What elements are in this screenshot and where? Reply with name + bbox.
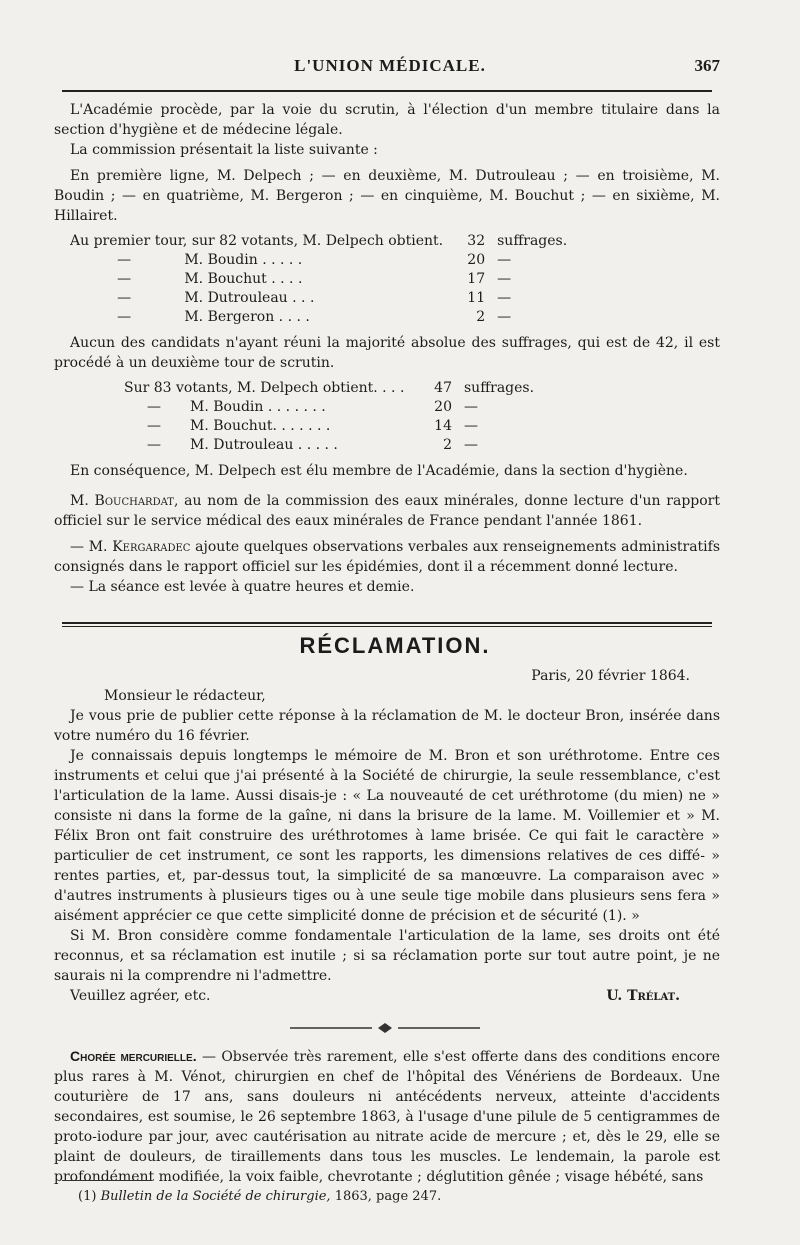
vote-count: 2 — [476, 309, 486, 325]
section-rule-top — [62, 622, 712, 624]
running-header — [60, 56, 720, 84]
kergaradec-name: Kergaradec — [112, 539, 191, 555]
chorea-section — [54, 1046, 720, 1187]
first-round-table — [70, 232, 573, 327]
row-dash: — — [117, 309, 132, 325]
table-row — [70, 251, 573, 270]
ornament-icon — [290, 1022, 480, 1034]
footnote-rule — [62, 1180, 152, 1181]
closing-formula: Veuillez agréer, etc. — [70, 988, 211, 1004]
vote-count: 17 — [467, 271, 486, 287]
header-rule — [62, 90, 712, 92]
reclamation-paragraph-3: Si M. Bron considère comme fondamentale l'articulation de la lame, ses droits ont été reconnus, et sa réclamation est inutile ; si sa réclamation porte sur tout autre point, je ne saurais ni la comprendre ni l'admettre. — [54, 928, 720, 984]
footnote — [78, 1188, 718, 1206]
bouchardat-prefix: M. — [70, 493, 89, 509]
vote-count: 2 — [443, 437, 452, 453]
table-row — [70, 308, 573, 327]
footnote-source: Bulletin de la Société de chirurgie, — [100, 1189, 331, 1204]
second-round-lead-unit: suffrages. — [464, 380, 535, 396]
reclamation-dateline: Paris, 20 février 1864. — [531, 668, 690, 684]
reclamation-paragraph-1: Je vous prie de publier cette réponse à la réclamation de M. le docteur Bron, insérée dans votre numéro du 16 février. — [54, 708, 720, 744]
salutation: Monsieur le rédacteur, — [104, 688, 266, 704]
table-row — [70, 289, 573, 308]
candidate-name: M. Bouchut . . . . — [184, 271, 303, 287]
bouchardat-text: , au nom de la commission des eaux minérales, donne lecture d'un rapport officiel sur le service médical des eaux minérales de France pendant l'année 1861. — [54, 493, 720, 529]
kergaradec-prefix: — M. — [70, 539, 108, 555]
first-round-lead-row — [70, 232, 573, 251]
row-tail: — — [497, 290, 512, 306]
first-round-lead: Au premier tour, sur 82 votants, M. Delpech obtient. — [70, 233, 444, 249]
row-tail: — — [464, 437, 478, 453]
chorea-paragraph — [54, 1046, 720, 1187]
row-dash: — — [117, 271, 132, 287]
candidate-name: M. Dutrouleau . . . — [184, 290, 315, 306]
vote-count: 11 — [467, 290, 486, 306]
footnote-ref: 1863, page 247. — [334, 1189, 442, 1204]
footnote-marker: (1) — [78, 1189, 97, 1204]
second-round-lead: Sur 83 votants, M. Delpech obtient. . . . — [124, 380, 405, 396]
running-title: L'UNION MÉDICALE. — [294, 56, 486, 75]
vote-count: 20 — [434, 399, 452, 415]
row-tail: — — [464, 418, 478, 434]
vote-count: 14 — [434, 418, 452, 434]
chorea-heading: Chorée mercurielle. — [70, 1048, 197, 1064]
table-row — [124, 398, 540, 417]
commission-paragraph: La commission présentait la liste suivante : — [70, 142, 378, 158]
reclamation-title: RÉCLAMATION. — [299, 633, 491, 658]
candidate-name: M. Bergeron . . . . — [184, 309, 310, 325]
row-tail: — — [464, 399, 478, 415]
signature-line — [54, 986, 720, 1006]
vote-count: 20 — [467, 252, 486, 268]
table-row — [124, 436, 540, 455]
row-tail: — — [497, 252, 512, 268]
row-dash: — — [117, 290, 132, 306]
no-majority-paragraph: Aucun des candidats n'ayant réuni la majorité absolue des suffrages, qui est de 42, il est procédé à un deuxième tour de scrutin. — [54, 335, 720, 371]
row-dash: — — [147, 437, 161, 453]
first-round-lead-votes: 32 — [467, 233, 486, 249]
table-row — [124, 417, 540, 436]
election-result-paragraph: En conséquence, M. Delpech est élu membre de l'Académie, dans la section d'hygiène. — [70, 463, 688, 479]
kergaradec-paragraph — [54, 537, 720, 577]
row-tail: — — [497, 309, 512, 325]
bouchardat-paragraph — [54, 491, 720, 531]
bouchardat-name: Bouchardat — [94, 493, 174, 509]
kergaradec-text: ajoute quelques observations verbales aux renseignements administratifs consignés dans le rapport officiel sur les épidémies, dont il a récemment donné lecture. — [54, 539, 721, 575]
intro-paragraph: L'Académie procède, par la voie du scrutin, à l'élection d'un membre titulaire dans la section d'hygiène et de médecine légale. — [54, 102, 720, 138]
candidate-name: M. Boudin . . . . . . . — [190, 399, 326, 415]
ornament-divider — [290, 1022, 480, 1034]
row-dash: — — [147, 399, 161, 415]
section-rule-bottom — [62, 626, 712, 627]
first-round-lead-unit: suffrages. — [497, 233, 568, 249]
signature: U. Trélat. — [606, 988, 680, 1004]
page-number: 367 — [694, 56, 720, 75]
candidate-list-paragraph: En première ligne, M. Delpech ; — en deuxième, M. Dutrouleau ; — en troisième, M. Boudin ; — en quatrième, M. Bergeron ; — en cinquième, M. Bouchut ; — en sixième, M. Hillairet. — [54, 168, 720, 224]
article-body — [54, 100, 720, 597]
chorea-text: — Observée très rarement, elle s'est offerte dans des conditions encore plus rares à M. Vénot, chirurgien en chef de l'hôpital des Vénériens de Bordeaux. Une couturière de 17 ans, sans douleurs ni antécédents nerveux, atteinte d'accidents secondaires, est soumise, le 26 septembre 1863, à l'usage d'une pilule de 5 centigrammes de proto-iodure par jour, avec cautérisation au nitrate acide de mercure ; et, dès le 29, elle se plaint de douleurs, de tiraillements dans tous les muscles. Le lendemain, la parole est profondément modifiée, la voix faible, chevrotante ; déglutition gênée ; visage hébété, sans — [54, 1049, 720, 1185]
row-tail: — — [497, 271, 512, 287]
reclamation-paragraph-2: Je connaissais depuis longtemps le mémoire de M. Bron et son uréthrotome. Entre ces instruments et celui que j'ai présenté à la Société de chirurgie, la seule ressemblance, c'est l'articulation de la lame. Aussi disais-je : « La nouveauté de cet uréthrotome (du mien) ne » consiste ni dans la forme de la gaîne, ni dans la brisure de la lame. M. Voillemier et » M. Félix Bron ont fait construire des uréthrotomes à lame brisée. Ce qui fait le caractère » particulier de cet instrument, ce sont les rapports, les dimensions relatives de ces diffé- » rentes parties, et, par-dessus tout, la simplicité de sa manœuvre. La comparaison avec » d'autres instruments à plusieurs tiges ou à une seule tige mobile dans plusieurs sens fera » aisément apprécier ce que cette simplicité donne de précision et de sécurité (1). » — [54, 748, 720, 924]
second-round-lead-votes: 47 — [434, 380, 452, 396]
candidate-name: M. Boudin . . . . . — [184, 252, 303, 268]
candidate-name: M. Bouchut. . . . . . . — [190, 418, 331, 434]
table-row — [70, 270, 573, 289]
second-round-table — [124, 379, 540, 455]
row-dash: — — [117, 252, 132, 268]
second-round-lead-row — [124, 379, 540, 398]
closing-session-paragraph: — La séance est levée à quatre heures et demie. — [70, 579, 415, 595]
candidate-name: M. Dutrouleau . . . . . — [190, 437, 338, 453]
row-dash: — — [147, 418, 161, 434]
reclamation-section — [54, 633, 720, 1006]
